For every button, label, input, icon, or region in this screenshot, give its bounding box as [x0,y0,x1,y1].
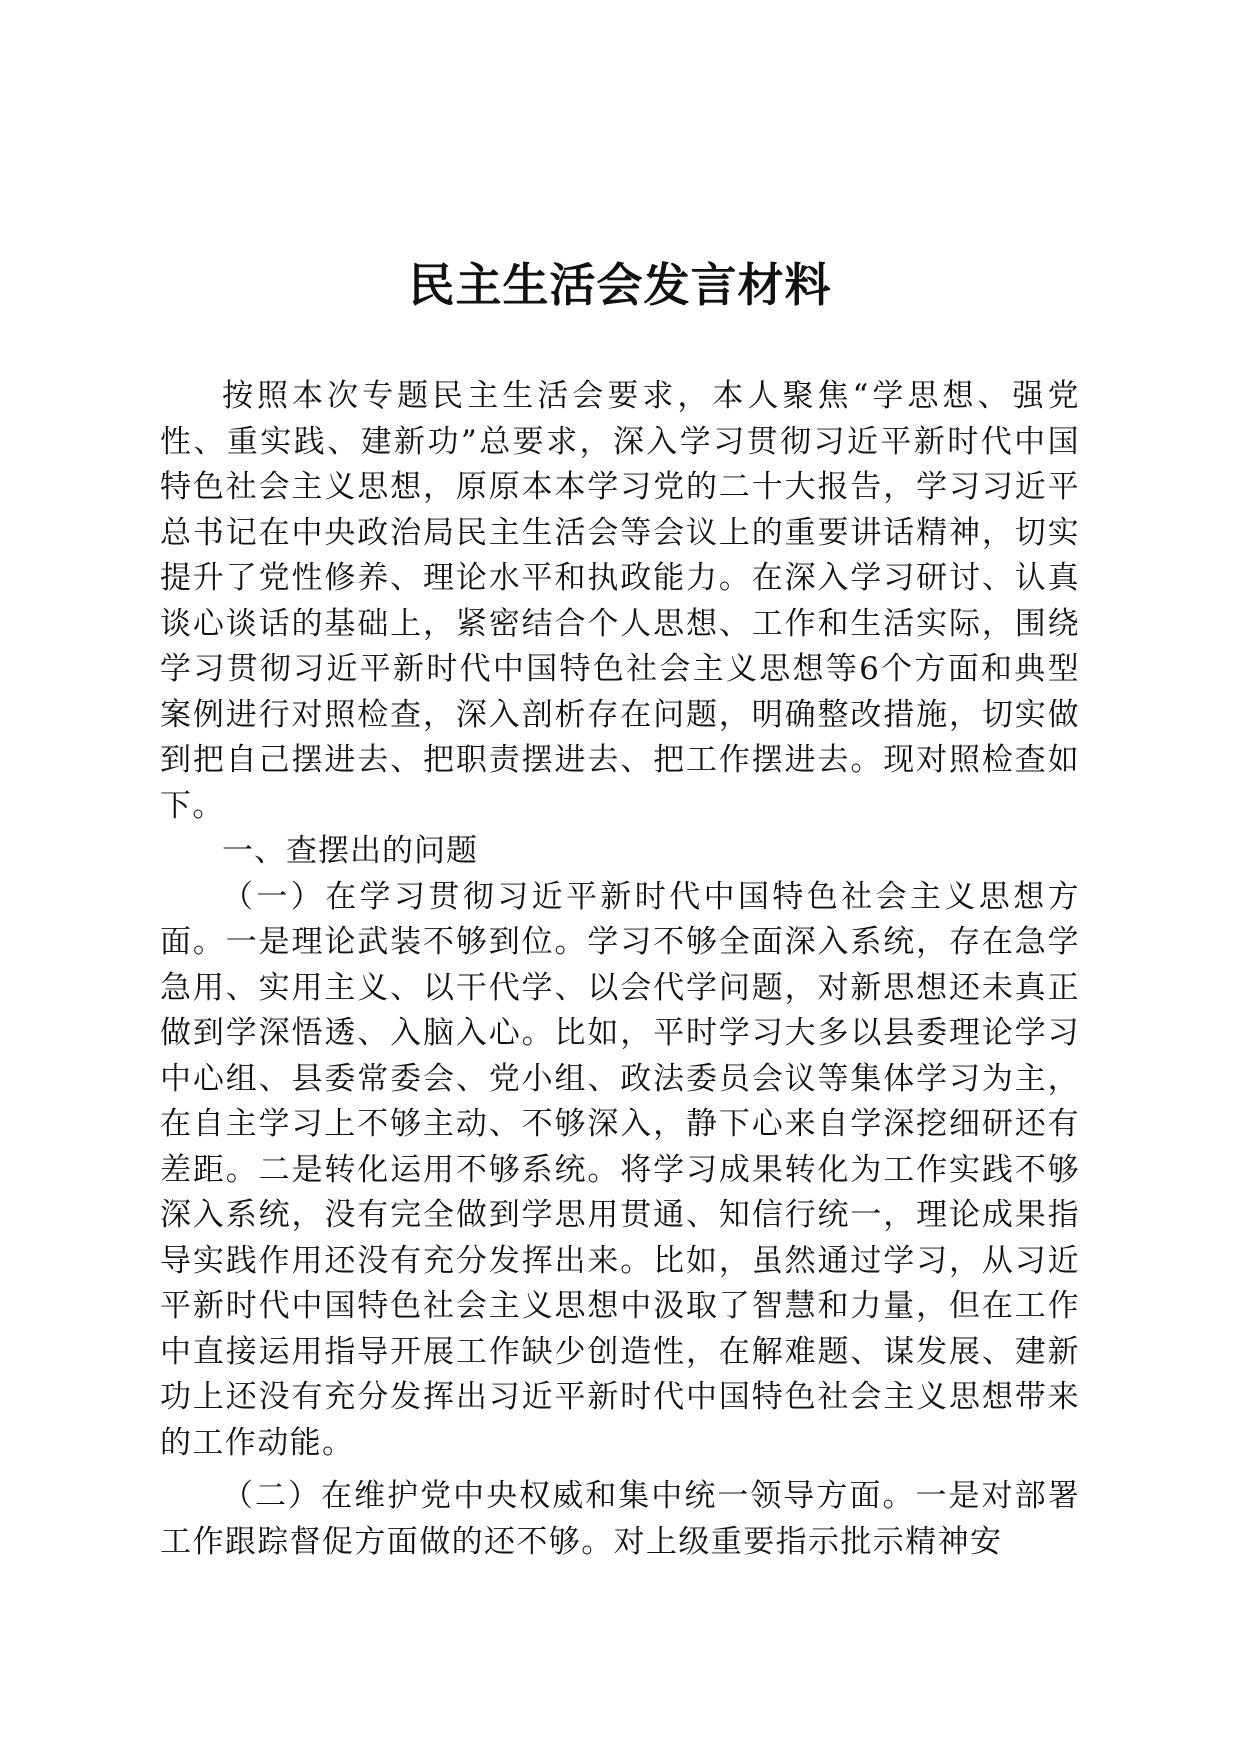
section-heading-problems: 一、查摆出的问题 [222,833,478,869]
section-1-item-2-paragraph: （二）在维护党中央权威和集中统一领导方面。一是对部署工作跟踪督促方面做的还不够。对上级重要指示批示精神安 [160,1478,1080,1560]
document-title: 民主生活会发言材料 [408,258,832,312]
document-body [160,374,1080,1565]
intro-paragraph: 按照本次专题民主生活会要求，本人聚焦“学思想、强党性、重实践、建新功”总要求，深入学习贯彻习近平新时代中国特色社会主义思想，原原本本学习党的二十大报告，学习习近平总书记在中央政治局民主生活会等会议上的重要讲话精神，切实提升了党性修养、理论水平和执政能力。在深入学习研讨、认真谈心谈话的基础上，紧密结合个人思想、工作和生活实际，围绕学习贯彻习近平新时代中国特色社会主义思想等6个方面和典型案例进行对照检查，深入剖析存在问题，明确整改措施，切实做到把自己摆进去、把职责摆进去、把工作摆进去。现对照检查如下。 [160,378,1080,824]
section-1-item-1-paragraph: （一）在学习贯彻习近平新时代中国特色社会主义思想方面。一是理论武装不够到位。学习不够全面深入系统，存在急学急用、实用主义、以干代学、以会代学问题，对新思想还未真正做到学深悟透、入脑入心。比如，平时学习大多以县委理论学习中心组、县委常委会、党小组、政法委员会议等集体学习为主，在自主学习上不够主动、不够深入，静下心来自学深挖细研还有差距。二是转化运用不够系统。将学习成果转化为工作实践不够深入系统，没有完全做到学思用贯通、知信行统一，理论成果指导实践作用还没有充分发挥出来。比如，虽然通过学习，从习近平新时代中国特色社会主义思想中汲取了智慧和力量，但在工作中直接运用指导开展工作缺少创造性，在解难题、谋发展、建新功上还没有充分发挥出习近平新时代中国特色社会主义思想带来的工作动能。 [160,878,1080,1461]
